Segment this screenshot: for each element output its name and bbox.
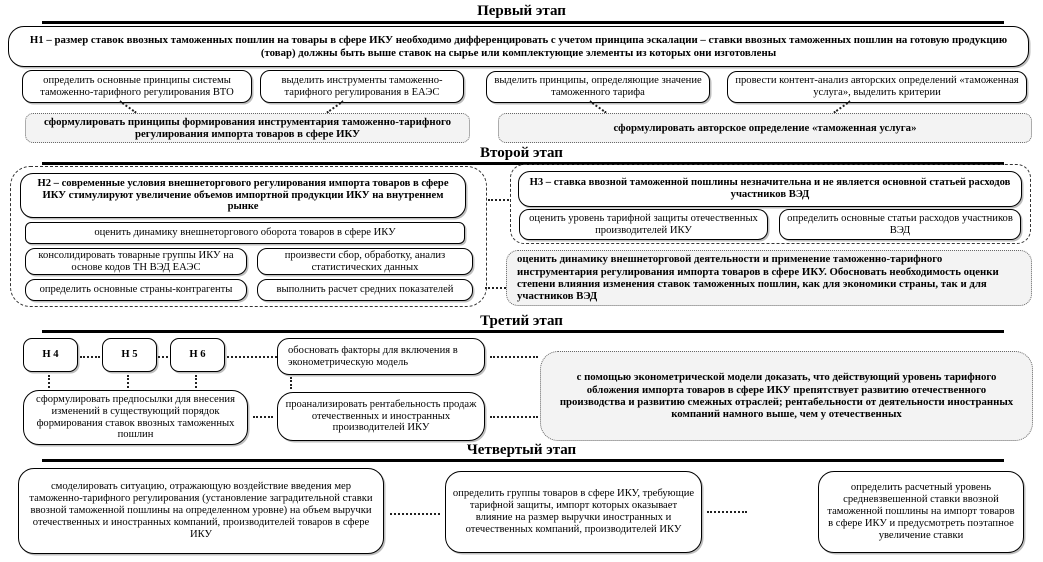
- stage2-task-averages-text: выполнить расчет средних показателей: [276, 284, 454, 296]
- stage1-task-content-analysis-box: [727, 71, 1027, 103]
- stage2-task-turnover-box: [25, 222, 465, 244]
- connector-dotted-vertical: [127, 375, 129, 388]
- stage3-result-text: с помощью эконометрической модели доказать, что действующий уровень тарифного обложения импорта товаров в сфере ИКУ препятствует развитию отечественного производства и развитию смежных отраслей; рентабельности от деятельности иностранных компаний намного выше, чем у отечественных: [559, 371, 1014, 421]
- stage2-task-tariff-protection-text: оценить уровень тарифной защиты отечественных производителей ИКУ: [529, 212, 758, 236]
- stage1-task-content-analysis-text: провести контент-анализ авторских определений «таможенная услуга», выделить критерии: [735, 75, 1019, 98]
- stage3-hypothesis-h5-text: Н 5: [121, 349, 138, 361]
- connector-dotted-horizontal: [707, 511, 747, 513]
- connector-dotted-left-result: [485, 287, 506, 289]
- stage3-task-profitability-text: проанализировать рентабельность продаж отечественных и иностранных производителей ИКУ: [285, 398, 477, 434]
- stage3-hypothesis-h5-box: [102, 338, 157, 372]
- stage4-task-model-text: смоделировать ситуацию, отражающую воздействие введения мер таможенно-тарифного регулирования (установление заградительной ставки ввозной таможенной пошлины на определенном уровне) на объем выручки отечественных и иностранных компаний, производителей товаров в сфере ИКУ: [29, 481, 373, 540]
- connector-dotted-h2-h3: [488, 199, 509, 201]
- stage1-result-left-box: [25, 113, 470, 143]
- stage3-title: Третий этап: [480, 313, 563, 329]
- connector-dotted-vertical: [48, 375, 50, 388]
- stage2-task-collect-text: произвести сбор, обработку, анализ статистических данных: [284, 249, 446, 273]
- connector-dotted-profitability-result: [490, 416, 538, 418]
- stage1-result-left-text: сформулировать принципы формирования инструментария таможенно-тарифного регулирования импорта товаров в сфере ИКУ: [43, 115, 452, 140]
- stage1-hypothesis-h1-box: [8, 26, 1029, 67]
- stage1-task-wto-text: определить основные принципы системы таможенно-тарифного регулирования ВТО: [40, 74, 234, 98]
- stage3-result-box: [540, 351, 1033, 441]
- stage3-hypothesis-h4-box: [23, 338, 78, 372]
- stage2-task-counterparties-box: [25, 279, 247, 301]
- stage4-task-groups-text: определить группы товаров в сфере ИКУ, требующие тарифной защиты, импорт которых оказывает влияние на размер выручки иностранных и отечественных компаний, производителей ИКУ: [452, 488, 695, 535]
- stage1-task-eaeu-text: выделить инструменты таможенно-тарифного регулирования в ЕАЭС: [281, 74, 443, 98]
- stage2-title: Второй этап: [480, 145, 563, 161]
- stage4-title: Четвертый этап: [466, 442, 577, 458]
- stage1-result-right-box: [498, 113, 1032, 143]
- connector-dotted-h6-factors: [227, 356, 277, 358]
- connector-dotted-h5-h6: [158, 356, 168, 358]
- connector-dotted-h4-h5: [80, 356, 100, 358]
- connector-dotted-horizontal: [390, 513, 440, 515]
- stage3-rule: [42, 330, 1004, 333]
- stage3-task-profitability-box: [277, 392, 485, 441]
- stage3-task-factors-box: [277, 338, 485, 375]
- stage3-task-factors-text: обосновать факторы для включения в эконометрическую модель: [288, 344, 458, 368]
- stage2-task-tariff-protection-box: [519, 209, 768, 240]
- stage2-task-collect-box: [257, 248, 473, 275]
- stage3-hypothesis-h6-text: Н 6: [189, 349, 206, 361]
- connector-dotted-vertical: [195, 375, 197, 388]
- stage3-task-prerequisites-box: [23, 390, 248, 445]
- stage2-task-consolidate-box: [25, 248, 247, 275]
- stage2-hypothesis-h2-box: [20, 173, 466, 218]
- stage1-result-right-text: сформулировать авторское определение «таможенная услуга»: [613, 121, 917, 134]
- stage4-task-groups-box: [445, 471, 702, 553]
- stage2-hypothesis-h2-text: Н2 – современные условия внешнеторгового регулирования импорта товаров в сфере ИКУ стимулируют увеличение объемов импортной продукции ИКУ на внутреннем рынке: [37, 177, 449, 213]
- stage1-task-principles-text: выделить принципы, определяющие значение таможенного тарифа: [494, 75, 702, 98]
- stage4-task-rate-box: [818, 471, 1024, 553]
- stage1-task-principles-box: [486, 71, 710, 103]
- stage2-task-counterparties-text: определить основные страны-контрагенты: [39, 284, 233, 296]
- stage3-task-prerequisites-text: сформулировать предпосылки для внесения изменений в существующий порядок формирования ставок ввозных таможенных пошлин: [36, 393, 235, 441]
- stage1-task-wto-box: [22, 70, 252, 103]
- stage2-hypothesis-h3-box: [518, 171, 1022, 207]
- stage2-task-turnover-text: оценить динамику внешнеторгового оборота товаров в сфере ИКУ: [94, 227, 396, 239]
- connector-dotted-horizontal: [253, 416, 273, 418]
- stage1-title: Первый этап: [477, 3, 566, 19]
- stage4-task-model-box: [18, 468, 384, 554]
- stage2-task-expenses-text: определить основные статьи расходов участников ВЭД: [787, 212, 1013, 236]
- stage2-result-text: оценить динамику внешнеторговой деятельности и применение таможенно-тарифного инструментария регулирования импорта товаров в сфере ИКУ. Обосновать необходимость оценки степени влияния изменения ставок таможенных пошлин, как для экономики страны, так и для участников ВЭД: [517, 253, 999, 303]
- stage3-hypothesis-h4-text: Н 4: [42, 349, 59, 361]
- stage1-rule: [42, 21, 1004, 24]
- stage2-hypothesis-h3-text: Н3 – ставка ввозной таможенной пошлины незначительна и не является основной статьей расходов участников ВЭД: [529, 177, 1011, 200]
- stage1-task-eaeu-box: [260, 70, 464, 103]
- stage2-task-expenses-box: [779, 209, 1021, 240]
- connector-dotted-factors-result: [490, 356, 538, 358]
- stage1-hypothesis-h1-text: Н1 – размер ставок ввозных таможенных пошлин на товары в сфере ИКУ необходимо дифференцировать с учетом принципа эскалации – ставки ввозных таможенных пошлин на готовую продукцию (товар) должны быть выше ставок на сырье или комплектующие элементы из которых они изготовлены: [29, 34, 1008, 59]
- stage4-rule: [42, 459, 1004, 462]
- stage4-task-rate-text: определить расчетный уровень средневзвешенной ставки ввозной таможенной пошлины на импорт товаров в сфере ИКУ и предусмотреть поэтапное увеличение ставки: [827, 482, 1015, 541]
- stage3-hypothesis-h6-box: [170, 338, 225, 372]
- connector-dotted-vertical: [290, 377, 292, 389]
- stage2-task-consolidate-text: консолидировать товарные группы ИКУ на основе кодов ТН ВЭД ЕАЭС: [38, 249, 234, 273]
- stage2-task-averages-box: [257, 279, 473, 301]
- stage2-result-box: [506, 250, 1032, 306]
